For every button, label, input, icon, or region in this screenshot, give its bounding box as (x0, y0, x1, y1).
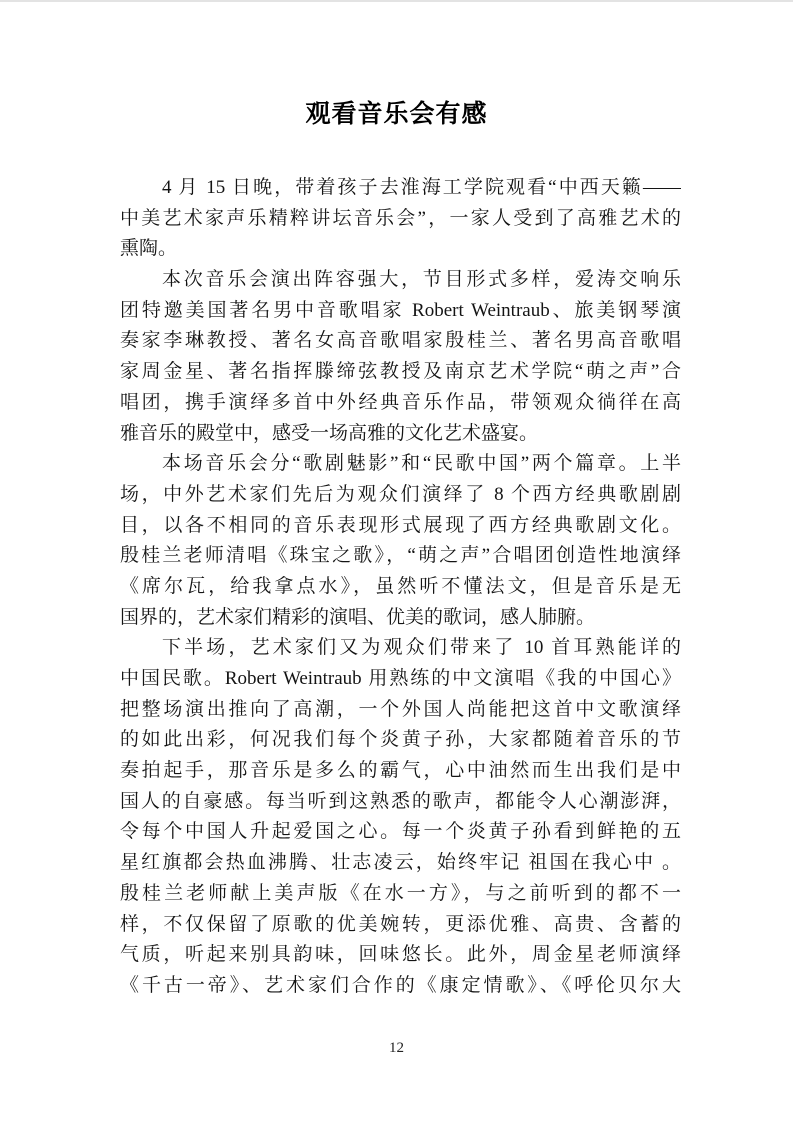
text-line: 殷桂兰老师清唱《珠宝之歌》，“萌之声”合唱团创造性地演绎 (120, 545, 681, 567)
text-line: 中美艺术家声乐精粹讲坛音乐会”，一家人受到了高雅艺术的 (120, 207, 681, 229)
text-line: 雅音乐的殿堂中，感受一场高雅的文化艺术盛宴。 (120, 422, 539, 444)
text-line: 的如此出彩，何况我们每个炎黄子孙，大家都随着音乐的节 (120, 729, 681, 751)
text-line: 奏家李琳教授、著名女高音歌唱家殷桂兰、著名男高音歌唱 (120, 330, 681, 352)
text-line: 本次音乐会演出阵容强大，节目形式多样，爱涛交响乐 (162, 269, 681, 291)
text-line: 奏拍起手，那音乐是多么的霸气，心中油然而生出我们是中 (120, 760, 681, 782)
text-line: 把整场演出推向了高潮，一个外国人尚能把这首中文歌演绎 (120, 698, 681, 720)
document-title: 观看音乐会有感 (305, 100, 488, 128)
text-line: 《千古一帝》、艺术家们合作的《康定情歌》、《呼伦贝尔大 (120, 974, 681, 996)
text-line: 国人的自豪感。每当听到这熟悉的歌声，都能令人心潮澎湃， (120, 790, 681, 812)
text-line: 场，中外艺术家们先后为观众们演绎了 8 个西方经典歌剧剧 (120, 483, 681, 505)
paragraph (120, 173, 681, 265)
page-number: 12 (389, 1040, 404, 1056)
text-line: 星红旗都会热血沸腾、壮志凌云，始终牢记 祖国在我心中 。 (120, 852, 681, 874)
text-line: 令每个中国人升起爱国之心。每一个炎黄子孙看到鲜艳的五 (120, 821, 681, 843)
text-line: 国界的，艺术家们精彩的演唱、优美的歌词，感人肺腑。 (120, 606, 596, 628)
paragraph (120, 449, 681, 633)
paragraph (120, 265, 681, 449)
text-line: 下半场，艺术家们又为观众们带来了 10 首耳熟能详的 (162, 637, 681, 659)
text-line: 中国民歌。Robert Weintraub 用熟练的中文演唱《我的中国心》 (120, 668, 681, 689)
text-line: 团特邀美国著名男中音歌唱家 Robert Weintraub、旅美钢琴演 (120, 299, 681, 321)
text-line: 《席尔瓦，给我拿点水》，虽然听不懂法文，但是音乐是无 (120, 575, 681, 597)
text-line: 气质，听起来别具韵味，回味悠长。此外，周金星老师演绎 (120, 944, 681, 966)
text-line: 本场音乐会分“歌剧魅影”和“民歌中国”两个篇章。上半 (162, 453, 681, 475)
text-line: 目，以各不相同的音乐表现形式展现了西方经典歌剧文化。 (120, 514, 681, 536)
text-line: 4 月 15 日晚，带着孩子去淮海工学院观看“中西天籁—— (162, 177, 681, 198)
paragraph (120, 633, 681, 1001)
text-line: 熏陶。 (120, 238, 178, 260)
text-line: 殷桂兰老师献上美声版《在水一方》，与之前听到的都不一 (120, 882, 681, 904)
text-line: 唱团，携手演绎多首中外经典音乐作品，带领观众徜徉在高 (120, 391, 681, 413)
text-line: 样，不仅保留了原歌的优美婉转，更添优雅、高贵、含蓄的 (120, 913, 681, 935)
text-line: 家周金星、著名指挥滕缔弦教授及南京艺术学院“萌之声”合 (120, 361, 681, 383)
document-body (120, 173, 681, 1002)
